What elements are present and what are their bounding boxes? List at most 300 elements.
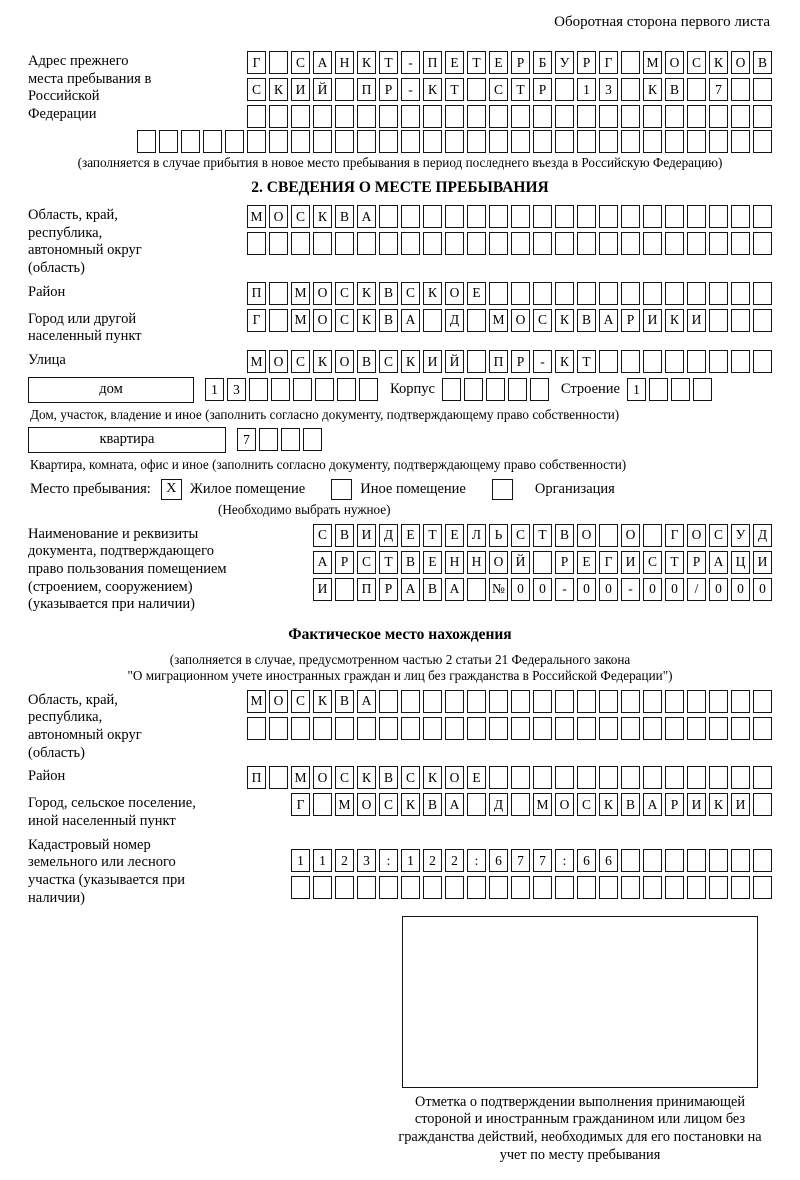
street-row bbox=[160, 350, 772, 373]
form-cell: 3 bbox=[227, 378, 246, 401]
confirmation-stamp-box bbox=[402, 916, 758, 1088]
form-cell bbox=[555, 130, 574, 153]
form-cell bbox=[599, 690, 618, 713]
house-number-cells bbox=[202, 378, 378, 401]
form-cell bbox=[269, 766, 288, 789]
form-cell: 0 bbox=[599, 578, 618, 601]
form-cell: С bbox=[335, 309, 354, 332]
form-cell bbox=[665, 205, 684, 228]
actual-district-row bbox=[160, 766, 772, 789]
document-row-1 bbox=[236, 524, 772, 547]
form-cell bbox=[271, 378, 290, 401]
form-cell: Й bbox=[445, 350, 464, 373]
form-cell bbox=[577, 205, 596, 228]
form-cell: К bbox=[401, 350, 420, 373]
form-cell bbox=[533, 282, 552, 305]
form-cell: : bbox=[555, 849, 574, 872]
form-cell: С bbox=[643, 551, 662, 574]
form-cell bbox=[291, 876, 310, 899]
form-cell: А bbox=[401, 578, 420, 601]
form-cell: О bbox=[621, 524, 640, 547]
form-cell bbox=[555, 717, 574, 740]
form-cell bbox=[445, 717, 464, 740]
form-cell: В bbox=[423, 793, 442, 816]
form-cell bbox=[731, 766, 750, 789]
form-cell bbox=[643, 849, 662, 872]
form-cell: С bbox=[489, 78, 508, 101]
form-cell: А bbox=[313, 51, 332, 74]
form-cell bbox=[489, 232, 508, 255]
form-cell: Г bbox=[599, 551, 618, 574]
form-cell bbox=[753, 309, 772, 332]
form-cell bbox=[621, 717, 640, 740]
form-cell bbox=[643, 876, 662, 899]
city-label: Город или другой населенный пункт bbox=[28, 310, 142, 345]
form-cell bbox=[315, 378, 334, 401]
form-cell bbox=[599, 717, 618, 740]
form-cell bbox=[423, 232, 442, 255]
stay-type-row bbox=[30, 479, 772, 500]
form-cell: М bbox=[247, 205, 266, 228]
form-cell: К bbox=[665, 309, 684, 332]
form-cell bbox=[643, 232, 662, 255]
confirmation-area bbox=[394, 916, 766, 1165]
form-cell bbox=[313, 717, 332, 740]
form-cell: Р bbox=[665, 793, 684, 816]
form-cell: Р bbox=[555, 551, 574, 574]
form-cell bbox=[687, 849, 706, 872]
form-cell bbox=[423, 717, 442, 740]
form-cell: 7 bbox=[237, 428, 256, 451]
region-row-1 bbox=[160, 205, 772, 228]
form-cell bbox=[269, 717, 288, 740]
form-cell bbox=[621, 282, 640, 305]
street-label: Улица bbox=[28, 351, 66, 368]
form-cell bbox=[577, 105, 596, 128]
form-cell: О bbox=[269, 690, 288, 713]
form-cell bbox=[533, 876, 552, 899]
form-cell: М bbox=[247, 690, 266, 713]
form-cell bbox=[467, 876, 486, 899]
stay-type-label: Место пребывания: bbox=[30, 480, 151, 497]
form-cell: М bbox=[291, 282, 310, 305]
form-cell bbox=[337, 378, 356, 401]
form-cell: С bbox=[379, 793, 398, 816]
form-cell bbox=[577, 232, 596, 255]
street-block bbox=[28, 350, 772, 373]
form-cell bbox=[423, 205, 442, 228]
form-cell: Ц bbox=[731, 551, 750, 574]
form-cell bbox=[467, 578, 486, 601]
form-cell bbox=[753, 232, 772, 255]
form-cell bbox=[555, 232, 574, 255]
form-cell bbox=[621, 232, 640, 255]
form-cell bbox=[467, 350, 486, 373]
form-cell bbox=[269, 51, 288, 74]
form-cell: К bbox=[269, 78, 288, 101]
form-cell bbox=[621, 105, 640, 128]
form-cell: К bbox=[709, 51, 728, 74]
form-cell: О bbox=[357, 793, 376, 816]
district-row bbox=[160, 282, 772, 305]
form-cell: Д bbox=[379, 524, 398, 547]
form-cell bbox=[671, 378, 690, 401]
form-cell bbox=[665, 232, 684, 255]
actual-district-label: Район bbox=[28, 768, 66, 785]
form-cell: - bbox=[401, 78, 420, 101]
form-cell: К bbox=[357, 51, 376, 74]
form-cell bbox=[401, 232, 420, 255]
form-cell bbox=[511, 793, 530, 816]
form-cell bbox=[335, 717, 354, 740]
form-cell: - bbox=[621, 578, 640, 601]
form-cell bbox=[467, 105, 486, 128]
form-cell: Т bbox=[533, 524, 552, 547]
form-cell bbox=[511, 876, 530, 899]
form-cell bbox=[511, 766, 530, 789]
form-cell: Р bbox=[577, 51, 596, 74]
form-cell bbox=[731, 876, 750, 899]
form-cell bbox=[181, 130, 200, 153]
form-cell bbox=[401, 130, 420, 153]
form-cell bbox=[445, 130, 464, 153]
form-cell bbox=[357, 130, 376, 153]
house-row bbox=[28, 377, 772, 403]
option-residential-label: Жилое помещение bbox=[189, 480, 306, 497]
form-cell: 6 bbox=[577, 849, 596, 872]
form-cell: С bbox=[379, 350, 398, 373]
form-cell bbox=[555, 876, 574, 899]
form-cell: Т bbox=[423, 524, 442, 547]
form-cell: М bbox=[335, 793, 354, 816]
form-cell: М bbox=[291, 766, 310, 789]
form-cell: Р bbox=[379, 578, 398, 601]
document-row-2 bbox=[236, 551, 772, 574]
form-cell: Г bbox=[247, 51, 266, 74]
form-cell: И bbox=[291, 78, 310, 101]
form-cell bbox=[621, 690, 640, 713]
form-cell: Д bbox=[445, 309, 464, 332]
form-cell bbox=[665, 766, 684, 789]
form-cell: К bbox=[423, 766, 442, 789]
form-cell bbox=[401, 717, 420, 740]
form-cell: С bbox=[401, 282, 420, 305]
form-cell bbox=[291, 105, 310, 128]
korpus-label: Корпус bbox=[390, 381, 435, 398]
form-cell: 0 bbox=[533, 578, 552, 601]
checkbox-organization bbox=[492, 479, 513, 500]
form-cell bbox=[313, 232, 332, 255]
form-cell bbox=[335, 232, 354, 255]
form-cell bbox=[489, 205, 508, 228]
form-cell bbox=[467, 232, 486, 255]
form-cell bbox=[359, 378, 378, 401]
form-cell bbox=[249, 378, 268, 401]
form-cell bbox=[357, 105, 376, 128]
form-cell bbox=[293, 378, 312, 401]
form-cell bbox=[643, 766, 662, 789]
form-cell bbox=[357, 876, 376, 899]
form-cell bbox=[621, 766, 640, 789]
form-cell bbox=[401, 205, 420, 228]
form-cell bbox=[489, 282, 508, 305]
form-cell: И bbox=[357, 524, 376, 547]
district-label: Район bbox=[28, 283, 66, 300]
house-note: Дом, участок, владение и иное (заполнить согласно документу, подтверждающему право собственности) bbox=[30, 406, 620, 422]
form-cell: Е bbox=[423, 551, 442, 574]
form-cell bbox=[379, 105, 398, 128]
form-cell: О bbox=[555, 793, 574, 816]
form-cell: 1 bbox=[205, 378, 224, 401]
form-cell bbox=[643, 690, 662, 713]
city-row bbox=[160, 309, 772, 332]
form-cell bbox=[577, 690, 596, 713]
form-cell: 3 bbox=[357, 849, 376, 872]
form-cell bbox=[621, 130, 640, 153]
section2-title: 2. СВЕДЕНИЯ О МЕСТЕ ПРЕБЫВАНИЯ bbox=[251, 178, 549, 196]
form-cell: Г bbox=[665, 524, 684, 547]
form-cell: А bbox=[357, 690, 376, 713]
form-cell bbox=[621, 78, 640, 101]
form-cell bbox=[665, 690, 684, 713]
form-cell bbox=[489, 876, 508, 899]
form-cell bbox=[269, 130, 288, 153]
form-cell bbox=[281, 428, 300, 451]
form-cell: Д bbox=[753, 524, 772, 547]
form-cell bbox=[643, 524, 662, 547]
form-cell bbox=[247, 232, 266, 255]
form-cell: Н bbox=[335, 51, 354, 74]
actual-location-note-2: "О миграционном учете иностранных граждан и лиц без гражданства в Российской Федерации") bbox=[127, 667, 673, 683]
form-cell bbox=[401, 876, 420, 899]
form-cell bbox=[508, 378, 527, 401]
form-cell: 2 bbox=[335, 849, 354, 872]
form-cell: К bbox=[401, 793, 420, 816]
form-cell bbox=[555, 78, 574, 101]
form-cell: Р bbox=[511, 51, 530, 74]
form-cell bbox=[753, 793, 772, 816]
form-cell bbox=[621, 205, 640, 228]
form-cell bbox=[731, 849, 750, 872]
form-cell: 1 bbox=[627, 378, 646, 401]
form-cell bbox=[709, 849, 728, 872]
apartment-box-label: квартира bbox=[28, 427, 226, 453]
form-cell: 3 bbox=[599, 78, 618, 101]
form-cell: Г bbox=[599, 51, 618, 74]
form-cell bbox=[709, 309, 728, 332]
form-cell: Е bbox=[445, 51, 464, 74]
form-cell: О bbox=[687, 524, 706, 547]
form-cell: К bbox=[313, 205, 332, 228]
form-cell: Г bbox=[247, 309, 266, 332]
form-cell: С bbox=[709, 524, 728, 547]
form-cell: С bbox=[291, 205, 310, 228]
form-cell bbox=[423, 105, 442, 128]
prev-address-row-2 bbox=[160, 78, 772, 101]
form-cell: Е bbox=[489, 51, 508, 74]
form-cell: Ь bbox=[489, 524, 508, 547]
form-cell bbox=[687, 766, 706, 789]
form-cell bbox=[379, 717, 398, 740]
form-cell: 0 bbox=[577, 578, 596, 601]
form-cell bbox=[687, 350, 706, 373]
cadastral-block bbox=[28, 835, 772, 908]
form-cell bbox=[247, 130, 266, 153]
form-cell bbox=[467, 78, 486, 101]
form-cell bbox=[269, 105, 288, 128]
form-cell bbox=[335, 105, 354, 128]
form-cell bbox=[533, 717, 552, 740]
form-cell: 0 bbox=[511, 578, 530, 601]
form-cell bbox=[599, 105, 618, 128]
form-cell: Р bbox=[511, 350, 530, 373]
form-cell: 0 bbox=[709, 578, 728, 601]
form-cell: - bbox=[555, 578, 574, 601]
form-cell: О bbox=[445, 766, 464, 789]
form-cell bbox=[599, 524, 618, 547]
form-cell: С bbox=[533, 309, 552, 332]
form-cell: Т bbox=[511, 78, 530, 101]
form-cell bbox=[313, 130, 332, 153]
form-cell: У bbox=[731, 524, 750, 547]
form-cell bbox=[379, 130, 398, 153]
form-cell bbox=[577, 876, 596, 899]
form-cell: М bbox=[247, 350, 266, 373]
form-cell: С bbox=[401, 766, 420, 789]
form-cell: К bbox=[709, 793, 728, 816]
form-cell: С bbox=[291, 690, 310, 713]
form-cell: С bbox=[335, 766, 354, 789]
prev-address-block bbox=[28, 51, 772, 128]
form-cell: В bbox=[379, 282, 398, 305]
form-cell: - bbox=[401, 51, 420, 74]
actual-region-row-1 bbox=[160, 690, 772, 713]
checkbox-residential: X bbox=[161, 479, 182, 500]
form-cell: И bbox=[687, 309, 706, 332]
form-cell bbox=[693, 378, 712, 401]
form-cell: № bbox=[489, 578, 508, 601]
form-cell bbox=[709, 282, 728, 305]
form-cell: 2 bbox=[445, 849, 464, 872]
form-cell: В bbox=[335, 205, 354, 228]
form-cell bbox=[269, 232, 288, 255]
form-cell bbox=[621, 849, 640, 872]
form-cell bbox=[687, 205, 706, 228]
form-cell: / bbox=[687, 578, 706, 601]
form-cell: И bbox=[643, 309, 662, 332]
form-cell bbox=[753, 78, 772, 101]
form-cell bbox=[423, 690, 442, 713]
district-block bbox=[28, 282, 772, 305]
form-cell: О bbox=[269, 205, 288, 228]
form-cell: П bbox=[357, 578, 376, 601]
form-cell bbox=[687, 105, 706, 128]
form-cell bbox=[599, 232, 618, 255]
form-cell: У bbox=[555, 51, 574, 74]
form-cell: 0 bbox=[643, 578, 662, 601]
form-cell bbox=[335, 876, 354, 899]
form-cell bbox=[687, 282, 706, 305]
form-cell bbox=[291, 232, 310, 255]
form-cell bbox=[687, 78, 706, 101]
form-cell: К bbox=[423, 282, 442, 305]
form-cell bbox=[599, 350, 618, 373]
form-cell: М bbox=[643, 51, 662, 74]
form-cell: С bbox=[291, 51, 310, 74]
form-cell bbox=[577, 130, 596, 153]
form-cell: С bbox=[247, 78, 266, 101]
form-cell bbox=[709, 205, 728, 228]
form-cell: П bbox=[357, 78, 376, 101]
form-cell bbox=[511, 130, 530, 153]
prev-address-label: Адрес прежнего места пребывания в Российской Федерации bbox=[28, 53, 152, 123]
page-side-note: Оборотная сторона первого листа bbox=[554, 14, 770, 30]
form-cell bbox=[379, 876, 398, 899]
form-cell: Т bbox=[577, 350, 596, 373]
form-cell: К bbox=[357, 282, 376, 305]
region-row-2 bbox=[160, 232, 772, 255]
form-cell: : bbox=[467, 849, 486, 872]
form-cell bbox=[731, 690, 750, 713]
form-cell bbox=[687, 130, 706, 153]
form-cell: Н bbox=[445, 551, 464, 574]
document-row-3 bbox=[236, 578, 772, 601]
form-cell: А bbox=[313, 551, 332, 574]
form-cell: А bbox=[445, 793, 464, 816]
form-cell bbox=[445, 205, 464, 228]
form-cell bbox=[489, 717, 508, 740]
form-cell: С bbox=[335, 282, 354, 305]
form-cell: Н bbox=[467, 551, 486, 574]
form-cell: Т bbox=[665, 551, 684, 574]
form-cell bbox=[203, 130, 222, 153]
actual-city-row bbox=[210, 793, 772, 816]
region-label: Область, край, республика, автономный округ (область) bbox=[28, 206, 142, 276]
form-cell bbox=[486, 378, 505, 401]
form-cell bbox=[709, 105, 728, 128]
form-cell bbox=[577, 766, 596, 789]
form-cell: Л bbox=[467, 524, 486, 547]
form-cell: А bbox=[445, 578, 464, 601]
form-cell: К bbox=[313, 690, 332, 713]
form-cell bbox=[533, 130, 552, 153]
form-cell bbox=[357, 232, 376, 255]
form-cell bbox=[753, 876, 772, 899]
form-cell bbox=[533, 232, 552, 255]
form-cell: Е bbox=[467, 282, 486, 305]
cadastral-row-1 bbox=[210, 849, 772, 872]
actual-region-label: Область, край, республика, автономный округ (область) bbox=[28, 691, 142, 761]
form-cell bbox=[259, 428, 278, 451]
form-cell: Т bbox=[467, 51, 486, 74]
apartment-note: Квартира, комната, офис и иное (заполнить согласно документу, подтверждающему право собственности) bbox=[30, 456, 627, 472]
form-cell bbox=[599, 766, 618, 789]
form-cell bbox=[731, 130, 750, 153]
checkbox-other-premises bbox=[331, 479, 352, 500]
form-cell: С bbox=[511, 524, 530, 547]
form-cell: О bbox=[577, 524, 596, 547]
form-cell bbox=[467, 717, 486, 740]
form-cell bbox=[709, 717, 728, 740]
form-cell bbox=[533, 205, 552, 228]
form-cell bbox=[489, 105, 508, 128]
form-cell: - bbox=[533, 350, 552, 373]
form-cell: С bbox=[313, 524, 332, 547]
form-cell: 1 bbox=[291, 849, 310, 872]
form-cell: 0 bbox=[753, 578, 772, 601]
form-cell bbox=[555, 282, 574, 305]
form-cell: П bbox=[423, 51, 442, 74]
